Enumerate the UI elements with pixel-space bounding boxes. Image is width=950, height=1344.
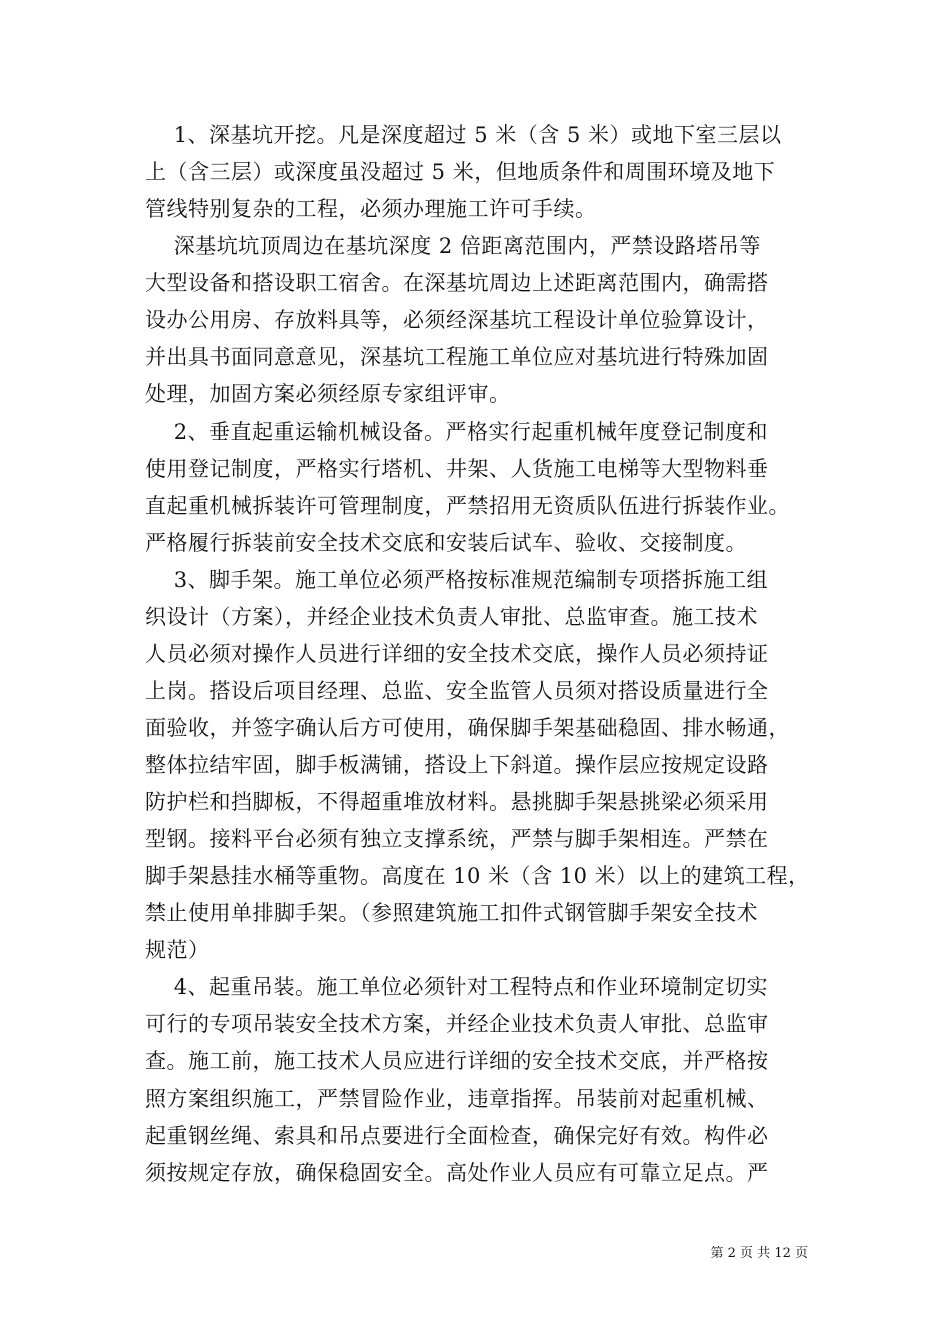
text-line: 上岗。搭设后项目经理、总监、安全监管人员须对搭设质量进行全 (145, 679, 769, 703)
text-line: 织设计（方案），并经企业技术负责人审批、总监审查。施工技术 (145, 605, 758, 629)
text-line: 禁止使用单排脚手架。（参照建筑施工扣件式钢管脚手架安全技术 (145, 901, 758, 925)
text-line: 直起重机械拆装许可管理制度，严禁招用无资质队伍进行拆装作业。 (145, 494, 790, 518)
text-line: 面验收，并签字确认后方可使用，确保脚手架基础稳固、排水畅通， (145, 716, 790, 740)
text-line: 并出具书面同意意见，深基坑工程施工单位应对基坑进行特殊加固 (145, 345, 769, 369)
text-line: 严格履行拆装前安全技术交底和安装后试车、验收、交接制度。 (145, 531, 747, 555)
text-line: 3、脚手架。施工单位必须严格按标准规范编制专项搭拆施工组 (145, 568, 769, 592)
text-line: 1、深基坑开挖。凡是深度超过 5 米（含 5 米）或地下室三层以 (145, 123, 782, 147)
text-line: 管线特别复杂的工程，必须办理施工许可手续。 (145, 197, 597, 221)
text-line: 须按规定存放，确保稳固安全。高处作业人员应有可靠立足点。严 (145, 1161, 769, 1185)
text-line: 人员必须对操作人员进行详细的安全技术交底，操作人员必须持证 (145, 642, 769, 666)
text-line: 设办公用房、存放料具等，必须经深基坑工程设计单位验算设计， (145, 308, 769, 332)
text-line: 处理，加固方案必须经原专家组评审。 (145, 382, 511, 406)
text-line: 使用登记制度，严格实行塔机、井架、人货施工电梯等大型物料垂 (145, 457, 769, 481)
text-line: 规范） (145, 938, 210, 962)
text-line: 大型设备和搭设职工宿舍。在深基坑周边上述距离范围内，确需搭 (145, 271, 769, 295)
page-number-footer: 第 2 页 共 12 页 (710, 1246, 808, 1261)
text-line: 深基坑坑顶周边在基坑深度 2 倍距离范围内，严禁设路塔吊等 (145, 234, 761, 258)
text-line: 型钢。接料平台必须有独立支撑系统，严禁与脚手架相连。严禁在 (145, 827, 769, 851)
text-line: 防护栏和挡脚板，不得超重堆放材料。悬挑脚手架悬挑梁必须采用 (145, 790, 769, 814)
text-line: 4、起重吊装。施工单位必须针对工程特点和作业环境制定切实 (145, 975, 769, 999)
text-line: 查。施工前，施工技术人员应进行详细的安全技术交底，并严格按 (145, 1049, 769, 1073)
text-line: 照方案组织施工，严禁冒险作业，违章指挥。吊装前对起重机械、 (145, 1087, 769, 1111)
text-line: 起重钢丝绳、索具和吊点要进行全面检查，确保完好有效。构件必 (145, 1124, 769, 1148)
text-line: 脚手架悬挂水桶等重物。高度在 10 米（含 10 米）以上的建筑工程， (145, 864, 810, 888)
text-line: 可行的专项吊装安全技术方案，并经企业技术负责人审批、总监审 (145, 1012, 769, 1036)
text-line: 2、垂直起重运输机械设备。严格实行起重机械年度登记制度和 (145, 420, 769, 444)
text-line: 整体拉结牢固，脚手板满铺，搭设上下斜道。操作层应按规定设路 (145, 753, 769, 777)
text-line: 上（含三层）或深度虽没超过 5 米，但地质条件和周围环境及地下 (145, 160, 776, 184)
